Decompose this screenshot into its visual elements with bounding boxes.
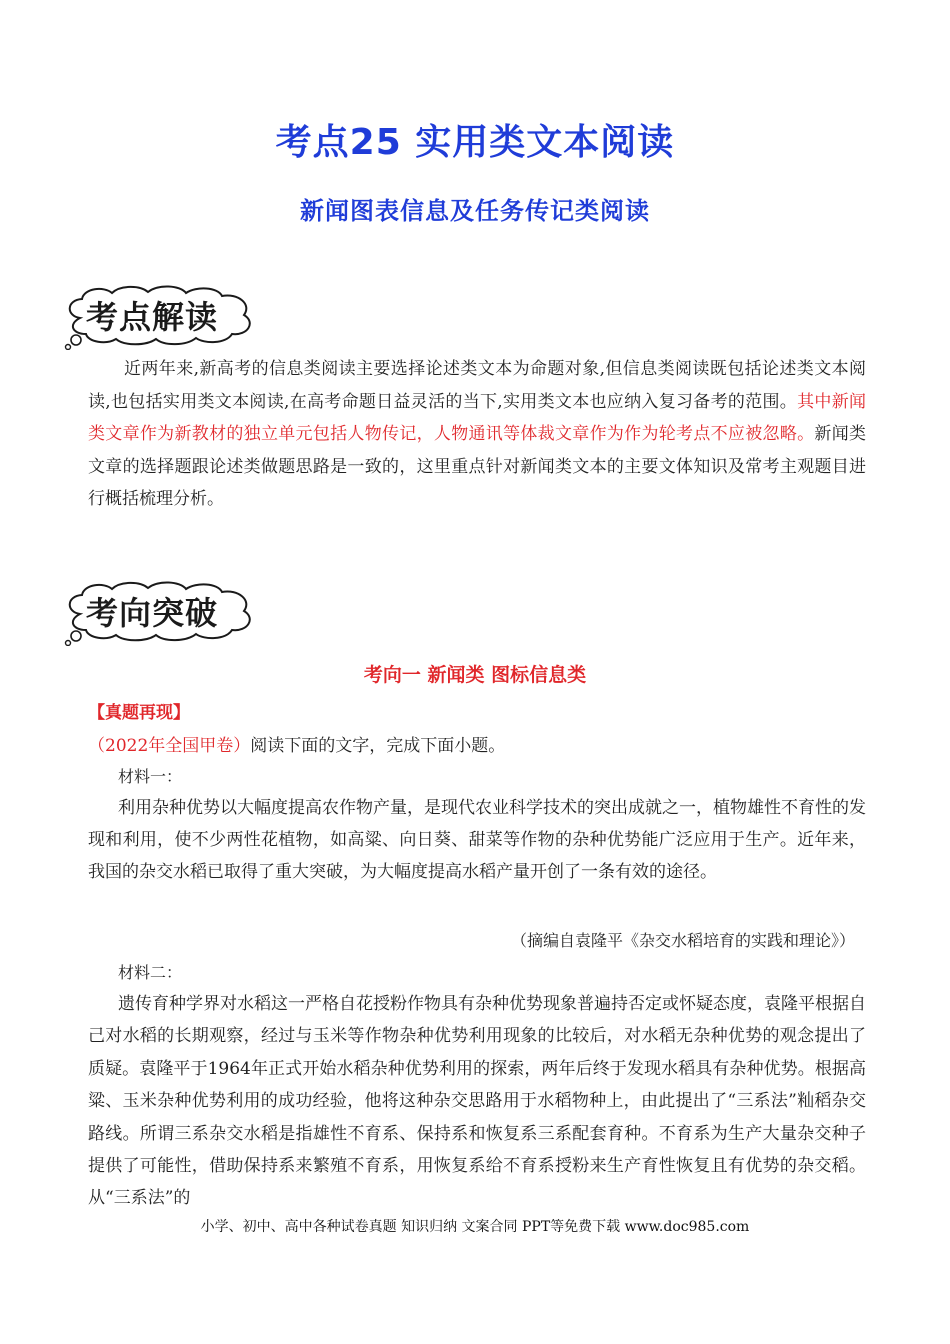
exam-source: （2022年全国甲卷）	[88, 736, 251, 756]
page-title: 考点25 实用类文本阅读	[275, 122, 675, 163]
intro-text-highlight: 其中新闻类文章作为新教材的独立单元包括人物传记，人物通讯等体裁文章作为作为轮考点不应被忽略。	[88, 391, 866, 444]
material-2-label: 材料二：	[118, 963, 183, 982]
intro-paragraph	[88, 353, 866, 516]
real-exam-tag	[88, 698, 190, 723]
section-label-breakthrough: 考向突破	[86, 594, 219, 632]
direction-title: 考向一 新闻类 图标信息类	[363, 664, 587, 686]
material-1-label: 材料一：	[118, 767, 183, 786]
real-exam-label: 【真题再现】	[88, 703, 190, 723]
intro-text-1: 近两年来,新高考的信息类阅读主要选择论述类文本为命题对象,但信息类阅读既包括论述类文本阅读,也包括实用类文本阅读,在高考命题日益灵活的当下,实用类文本也应纳入复习备考的范围。	[88, 359, 866, 412]
intro-text-3: 新闻类文章的选择题跟论述类做题思路是一致的，这里重点针对新闻类文本的主要文体知识及常考主观题目进行概括梳理分析。	[88, 424, 867, 509]
material-1-text: 利用杂种优势以大幅度提高农作物产量，是现代农业科学技术的突出成就之一，植物雄性不育性的发现和利用，使不少两性花植物，如高粱、向日葵、甜菜等作物的杂种优势能广泛应用于生产。近年来，我国的杂交水稻已取得了重大突破，为大幅度提高水稻产量开创了一条有效的途径。	[88, 798, 866, 882]
section-badge-interpret	[60, 284, 260, 350]
exam-instruction: 阅读下面的文字，完成下面小题。	[250, 736, 506, 756]
material-2-text: 遗传育种学界对水稻这一严格自花授粉作物具有杂种优势现象普遍持否定或怀疑态度，袁隆平根据自己对水稻的长期观察，经过与玉米等作物杂种优势利用现象的比较后，对水稻无杂种优势的观念提出了质疑。袁隆平于1964年正式开始水稻杂种优势利用的探索，两年后终于发现水稻具有杂种优势。根据高粱、玉米杂种优势利用的成功经验，他将这种杂交思路用于水稻物种上，由此提出了“三系法”籼稻杂交路线。所谓三系杂交水稻是指雄性不育系、保持系和恢复系三系配套育种。不育系为生产大量杂交种子提供了可能性，借助保持系来繁殖不育系，用恢复系给不育系授粉来生产育性恢复且有优势的杂交稻。从“三系法”的	[88, 994, 866, 1209]
material-1-source: （摘编自袁隆平《杂交水稻培育的实践和理论》）	[510, 931, 855, 950]
page-subtitle: 新闻图表信息及任务传记类阅读	[300, 197, 650, 225]
exam-instruction-line	[88, 731, 505, 756]
section-label-interpret: 考点解读	[86, 298, 219, 336]
section-badge-breakthrough	[60, 580, 260, 646]
page-footer: 小学、初中、高中各种试卷真题 知识归纳 文案合同 PPT等免费下载 www.doc985.com	[200, 1219, 750, 1235]
